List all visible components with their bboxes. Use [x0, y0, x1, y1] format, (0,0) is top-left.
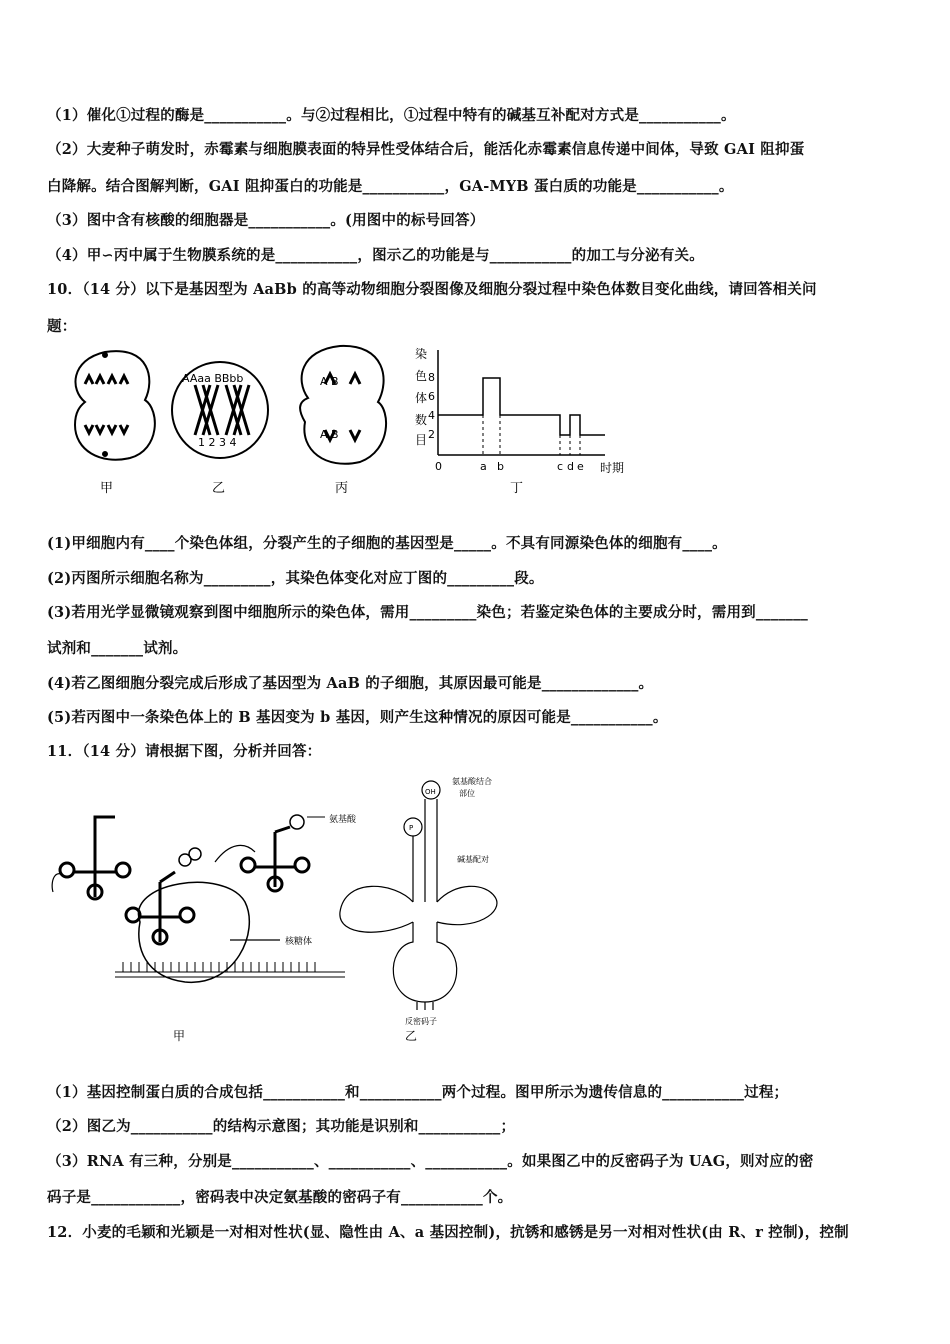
- aa-site-label-2: 部位: [459, 789, 475, 798]
- q10-part-4: (4)若乙图细胞分裂完成后形成了基因型为 AaB 的子细胞，其原因最可能是_____________。: [47, 675, 654, 692]
- cell-division-figure: [60, 340, 650, 500]
- yi-chromosome-numbers: 1 2 3 4: [198, 436, 237, 449]
- q10-part-1: (1)甲细胞内有____个染色体组，分裂产生的子细胞的基因型是_____。不具有同源染色体的细胞有____。: [47, 535, 727, 552]
- base-pairing-label: 碱基配对: [457, 855, 489, 864]
- chart-ylabel-5: 目: [415, 433, 428, 447]
- p-label: P: [409, 824, 414, 832]
- ribosome-label: 核糖体: [285, 937, 313, 947]
- q9-line-1: （1）催化①过程的酶是___________。与②过程相比，①过程中特有的碱基互补配对方式是___________。: [47, 107, 736, 124]
- label-jia-11: 甲: [173, 1029, 186, 1043]
- translation-figure: [45, 772, 525, 1052]
- q9-line-2: （2）大麦种子萌发时，赤霉素与细胞膜表面的特异性受体结合后，能活化赤霉素信息传递中间体，导致 GAI 阻抑蛋: [47, 141, 805, 158]
- chart-xtick-b: b: [497, 460, 504, 473]
- chart-xtick-0: 0: [435, 460, 442, 473]
- chart-xtick-c: c: [557, 460, 564, 473]
- chart-ytick-4: 4: [428, 409, 435, 422]
- chromosome-chart: [415, 346, 624, 475]
- anticodon-label: 反密码子: [405, 1017, 437, 1026]
- q11-heading: 11．（14 分）请根据下图，分析并回答：: [47, 743, 322, 760]
- aa-site-label: 氨基酸结合: [452, 777, 492, 786]
- chart-xlabel: 时期: [600, 461, 625, 475]
- q10-part-2: (2)丙图所示细胞名称为_________，其染色体变化对应丁图的_________段。: [47, 570, 544, 587]
- bing-top-genes: A B: [320, 375, 339, 388]
- amino-acid-label: 氨基酸: [329, 815, 357, 825]
- chart-xtick-e: e: [577, 460, 584, 473]
- chart-ylabel-2: 色: [415, 369, 428, 383]
- chart-series-line: [438, 378, 605, 435]
- chart-ylabel-4: 数: [415, 413, 428, 427]
- chart-xtick-a: a: [480, 460, 487, 473]
- oh-label: OH: [425, 788, 436, 796]
- q12-heading: 12．小麦的毛颖和光颖是一对相对性状(显、隐性由 A、a 基因控制)，抗锈和感锈是另一对相对性状(由 R、r 控制)，控制: [47, 1224, 849, 1241]
- q10-part-5: (5)若丙图中一条染色体上的 B 基因变为 b 基因，则产生这种情况的原因可能是___________。: [47, 709, 668, 726]
- chart-ylabel-3: 体: [415, 391, 428, 405]
- cell-bing: [300, 346, 386, 464]
- q9-line-4: （3）图中含有核酸的细胞器是___________。(用图中的标号回答）: [47, 212, 485, 229]
- label-yi-11: 乙: [405, 1029, 418, 1043]
- mrna-strand-curve: [52, 845, 255, 892]
- chart-xtick-d: d: [567, 460, 574, 473]
- cell-jia: [75, 351, 155, 460]
- label-bing: 丙: [335, 481, 349, 496]
- chart-ytick-8: 8: [428, 371, 435, 384]
- q10-heading: 10．（14 分）以下是基因型为 AaBb 的高等动物细胞分裂图像及细胞分裂过程中染色体数目变化曲线，请回答相关问: [47, 281, 817, 298]
- label-yi: 乙: [212, 481, 226, 496]
- q11-part-3: （3）RNA 有三种，分别是___________、___________、___________。如果图乙中的反密码子为 UAG，则对应的密: [47, 1153, 814, 1170]
- chart-ytick-2: 2: [428, 428, 435, 441]
- q11-part-3-cont: 码子是____________，密码表中决定氨基酸的密码子有___________个。: [47, 1189, 513, 1206]
- chart-ytick-6: 6: [428, 390, 435, 403]
- q9-line-3: 白降解。结合图解判断，GAI 阻抑蛋白的功能是___________，GA-MYB 蛋白质的功能是___________。: [47, 178, 734, 195]
- figure-jia: [60, 815, 309, 944]
- label-jia: 甲: [100, 481, 114, 496]
- q11-part-1: （1）基因控制蛋白质的合成包括___________和___________两个过程。图甲所示为遗传信息的___________过程；: [47, 1084, 789, 1101]
- q10-part-3-cont: 试剂和_______试剂。: [47, 640, 188, 657]
- chart-ylabel-1: 染: [415, 347, 428, 361]
- q10-part-3: (3)若用光学显微镜观察到图中细胞所示的染色体，需用_________染色；若鉴定染色体的主要成分时，需用到_______: [47, 604, 809, 621]
- label-ding: 丁: [510, 481, 524, 496]
- q9-line-5: （4）甲∽丙中属于生物膜系统的是___________，图示乙的功能是与___________的加工与分泌有关。: [47, 247, 704, 264]
- figure-yi: [340, 781, 497, 1010]
- yi-top-genes: AAaa BBbb: [182, 372, 244, 385]
- bing-bottom-genes: A B: [320, 428, 339, 441]
- q11-part-2: （2）图乙为___________的结构示意图；其功能是识别和___________；: [47, 1118, 516, 1135]
- q10-heading-cont: 题：: [47, 318, 77, 335]
